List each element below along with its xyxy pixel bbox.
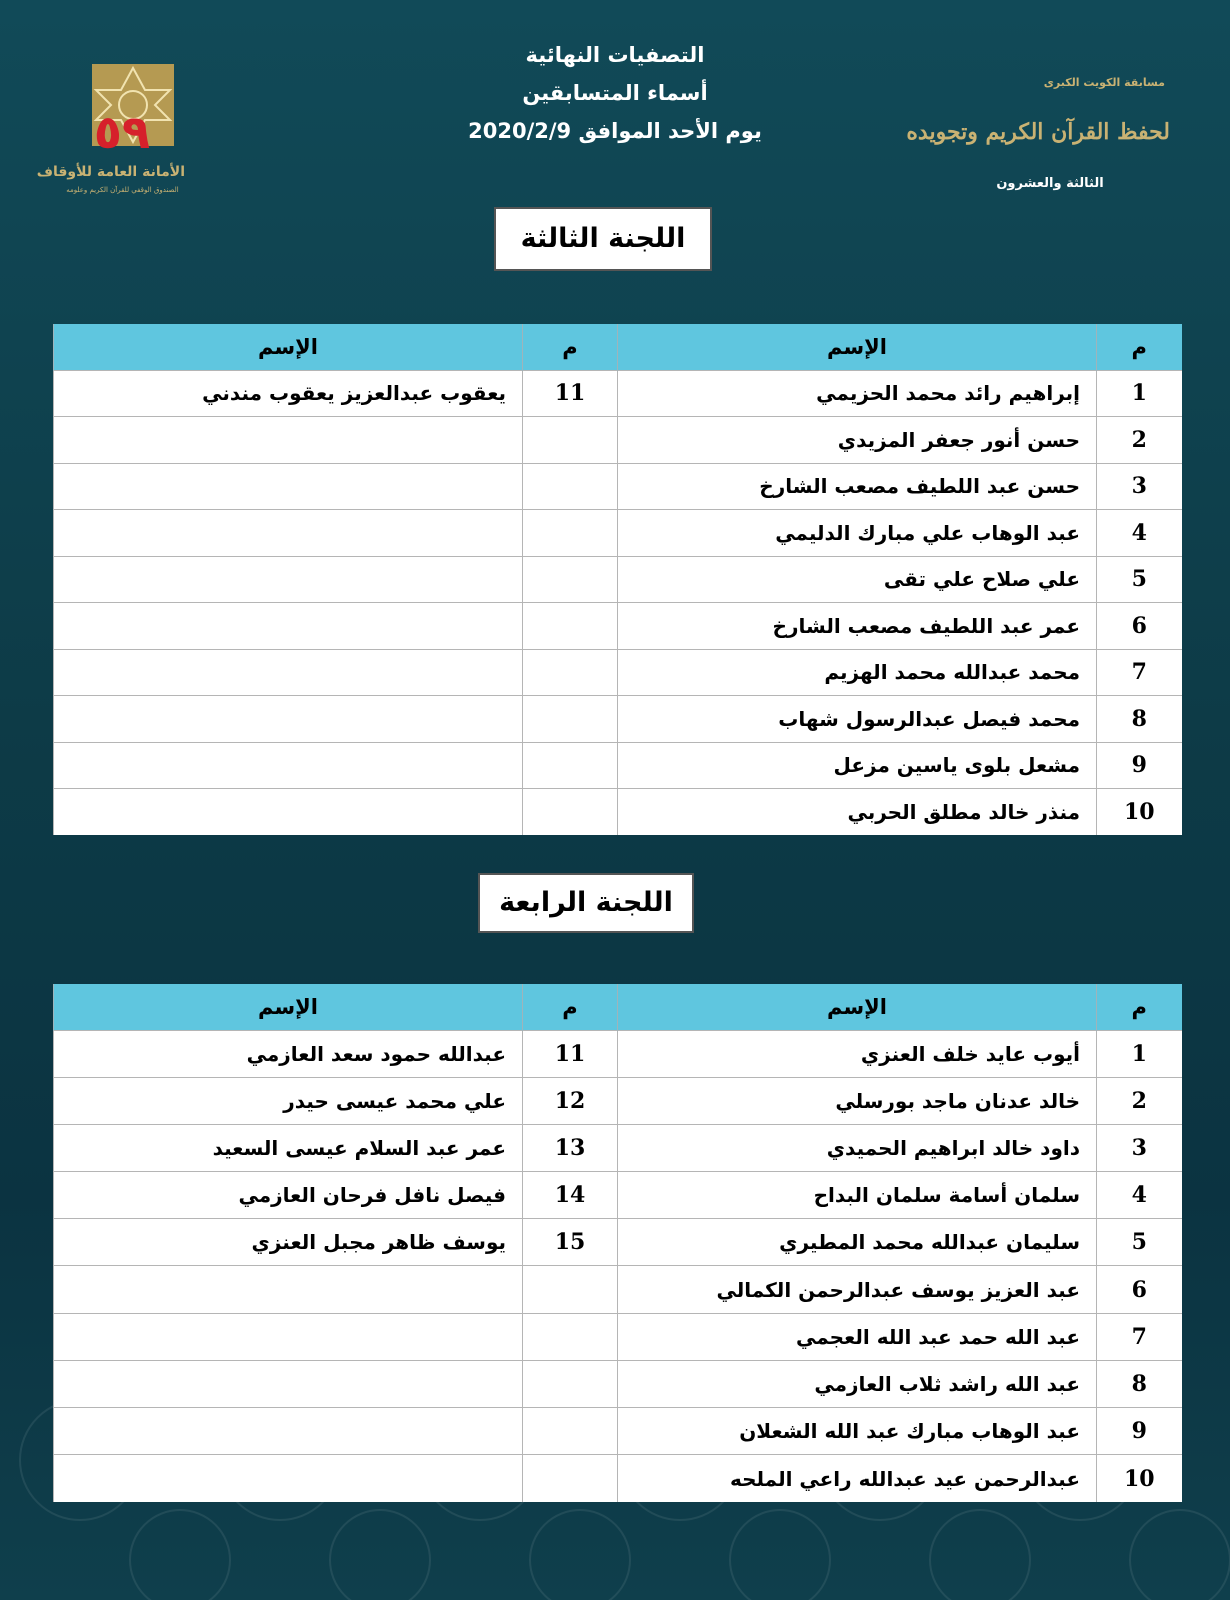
contestant-number: 7 [1097, 649, 1182, 696]
contestant-number: 6 [1097, 1266, 1182, 1313]
contestant-number: 2 [1097, 417, 1182, 464]
contestant-name [54, 696, 523, 743]
contestant-name [54, 1360, 523, 1407]
table-row [54, 1172, 1182, 1219]
table-row [54, 463, 1182, 510]
contestant-name: عمر عبد السلام عيسى السعيد [54, 1124, 523, 1171]
contestant-number: 10 [1097, 1455, 1182, 1502]
awqaf-subtitle: الصندوق الوقفي للقرآن الكريم وعلومه [66, 186, 179, 194]
contestant-name: إبراهيم رائد محمد الحزيمي [618, 370, 1097, 417]
table-row [54, 1030, 1182, 1077]
contestant-name [54, 742, 523, 789]
table-row [54, 1266, 1182, 1313]
contestant-number: 5 [1097, 556, 1182, 603]
contestant-name: فيصل نافل فرحان العازمي [54, 1172, 523, 1219]
col-header-number: م [523, 984, 618, 1030]
contestant-number: 8 [1097, 696, 1182, 743]
contestant-name [54, 417, 523, 464]
contestant-number: 11 [523, 370, 618, 417]
awqaf-name: الأمانة العامة للأوقاف [36, 164, 185, 180]
table-row [54, 789, 1182, 836]
table-row [54, 1408, 1182, 1455]
table-row [54, 1313, 1182, 1360]
col-header-name: الإسم [618, 984, 1097, 1030]
contestant-name [54, 603, 523, 650]
contestant-name: عبد العزيز يوسف عبدالرحمن الكمالي [618, 1266, 1097, 1313]
committee-3-table [53, 324, 1182, 835]
contestant-number [523, 463, 618, 510]
contestant-name: سلمان أسامة سلمان البداح [618, 1172, 1097, 1219]
contestant-number: 7 [1097, 1313, 1182, 1360]
contestant-name [54, 1313, 523, 1360]
svg-text:٥٩: ٥٩ [93, 105, 151, 159]
awqaf-logo [36, 60, 185, 210]
header-subtitle: أسماء المتسابقين [522, 81, 708, 105]
contestant-number: 10 [1097, 789, 1182, 836]
contestant-number [523, 742, 618, 789]
table-row [54, 742, 1182, 789]
competition-main-text: لحفظ القرآن الكريم وتجويده [906, 119, 1170, 145]
table-row [54, 603, 1182, 650]
contestant-name [54, 1408, 523, 1455]
contestant-number [523, 649, 618, 696]
contestant-number: 11 [523, 1030, 618, 1077]
contestant-name [54, 649, 523, 696]
contestant-number [523, 603, 618, 650]
table-header-row [54, 324, 1182, 370]
table-row [54, 1360, 1182, 1407]
contestant-name: مشعل بلوى ياسين مزعل [618, 742, 1097, 789]
col-header-name: الإسم [54, 984, 523, 1030]
contestant-name: يوسف ظاهر مجبل العنزي [54, 1219, 523, 1266]
contestant-name [54, 789, 523, 836]
col-header-name: الإسم [618, 324, 1097, 370]
contestant-number: 1 [1097, 1030, 1182, 1077]
contestant-name: عبد الله حمد عبد الله العجمي [618, 1313, 1097, 1360]
contestant-number: 6 [1097, 603, 1182, 650]
competition-edition: الثالثة والعشرون [996, 176, 1104, 191]
contestant-name [54, 556, 523, 603]
contestant-name: عبدالرحمن عيد عبدالله راعي الملحه [618, 1455, 1097, 1502]
table-row [54, 370, 1182, 417]
contestant-number: 14 [523, 1172, 618, 1219]
table-row [54, 649, 1182, 696]
competition-logo [906, 48, 1175, 208]
table-row [54, 417, 1182, 464]
contestant-name: داود خالد ابراهيم الحميدي [618, 1124, 1097, 1171]
contestant-name [54, 463, 523, 510]
table-row [54, 510, 1182, 557]
col-header-number: م [1097, 324, 1182, 370]
col-header-number: م [523, 324, 618, 370]
contestant-number [523, 510, 618, 557]
contestant-number [523, 556, 618, 603]
committee-4-table [53, 984, 1182, 1502]
contestant-name: عبد الله راشد ثلاب العازمي [618, 1360, 1097, 1407]
contestant-name: عبد الوهاب علي مبارك الدليمي [618, 510, 1097, 557]
contestant-number: 9 [1097, 742, 1182, 789]
contestant-number: 15 [523, 1219, 618, 1266]
contestant-number [523, 1455, 618, 1502]
contestant-number: 8 [1097, 1360, 1182, 1407]
contestant-number: 4 [1097, 1172, 1182, 1219]
col-header-number: م [1097, 984, 1182, 1030]
contestant-name: محمد فيصل عبدالرسول شهاب [618, 696, 1097, 743]
contestant-name: سليمان عبدالله محمد المطيري [618, 1219, 1097, 1266]
contestant-number: 5 [1097, 1219, 1182, 1266]
contestant-name [54, 1266, 523, 1313]
table-row [54, 1219, 1182, 1266]
contestant-number: 9 [1097, 1408, 1182, 1455]
header-title: التصفيات النهائية [525, 43, 705, 67]
contestant-name: محمد عبدالله محمد الهزيم [618, 649, 1097, 696]
contestant-number [523, 1266, 618, 1313]
competition-top-text: مسابقة الكويت الكبرى [1043, 76, 1165, 89]
col-header-name: الإسم [54, 324, 523, 370]
contestant-number [523, 789, 618, 836]
contestant-number: 1 [1097, 370, 1182, 417]
contestant-number [523, 417, 618, 464]
contestant-number: 12 [523, 1077, 618, 1124]
contestant-name [54, 1455, 523, 1502]
contestant-number [523, 1360, 618, 1407]
contestant-name: علي محمد عيسى حيدر [54, 1077, 523, 1124]
table-row [54, 1124, 1182, 1171]
committee-3-title: اللجنة الثالثة [494, 207, 712, 271]
contestant-number [523, 1408, 618, 1455]
page-header [415, 36, 815, 150]
table-row [54, 696, 1182, 743]
contestant-name: أيوب عايد خلف العنزي [618, 1030, 1097, 1077]
contestant-number: 2 [1097, 1077, 1182, 1124]
contestant-number: 4 [1097, 510, 1182, 557]
table-row [54, 1455, 1182, 1502]
contestant-number: 3 [1097, 1124, 1182, 1171]
contestant-number: 13 [523, 1124, 618, 1171]
contestant-name: عبد الوهاب مبارك عبد الله الشعلان [618, 1408, 1097, 1455]
contestant-name: عمر عبد اللطيف مصعب الشارخ [618, 603, 1097, 650]
contestant-name: منذر خالد مطلق الحربي [618, 789, 1097, 836]
contestant-name [54, 510, 523, 557]
contestant-number: 3 [1097, 463, 1182, 510]
header-date: يوم الأحد الموافق 2020/2/9 [468, 119, 762, 143]
table-row [54, 1077, 1182, 1124]
contestant-number [523, 696, 618, 743]
contestant-name: علي صلاح علي تقى [618, 556, 1097, 603]
contestant-name: حسن أنور جعفر المزيدي [618, 417, 1097, 464]
contestant-name: خالد عدنان ماجد بورسلي [618, 1077, 1097, 1124]
table-row [54, 556, 1182, 603]
contestant-name: عبدالله حمود سعد العازمي [54, 1030, 523, 1077]
contestant-name: حسن عبد اللطيف مصعب الشارخ [618, 463, 1097, 510]
contestant-number [523, 1313, 618, 1360]
table-header-row [54, 984, 1182, 1030]
contestant-name: يعقوب عبدالعزيز يعقوب مندني [54, 370, 523, 417]
committee-4-title: اللجنة الرابعة [478, 873, 694, 933]
